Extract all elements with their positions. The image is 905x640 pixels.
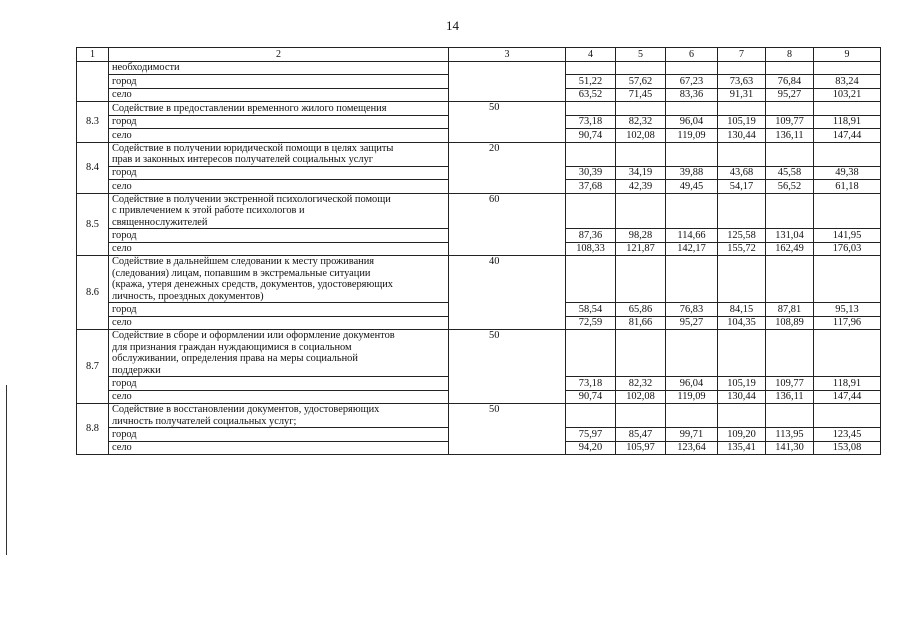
price-cell: 72,59 [566,316,616,330]
area-label: город [109,115,449,129]
service-title-line: прав и законных интересов получателей социальных услуг [112,154,374,165]
service-title-line: поддержки [112,364,161,376]
price-cell: 57,62 [616,75,666,89]
section-title-row [77,142,881,166]
norm-value: 50 [449,404,566,455]
price-cell: 95,27 [766,88,814,102]
service-title: необходимости [109,61,449,75]
price-cell: 147,44 [814,129,881,143]
area-label: село [109,390,449,404]
empty-cell [616,193,666,229]
column-header: 7 [718,48,766,62]
empty-cell [718,330,766,377]
item-number [77,61,109,102]
price-cell: 71,45 [616,88,666,102]
empty-cell [718,256,766,303]
empty-cell [616,61,666,75]
section-title-row [77,193,881,229]
service-title [109,256,449,303]
price-cell: 67,23 [666,75,718,89]
price-cell: 87,36 [566,229,616,243]
price-cell: 162,49 [766,242,814,256]
tariff-table [76,47,881,455]
empty-cell [718,404,766,428]
price-cell: 82,32 [616,377,666,391]
price-cell: 82,32 [616,115,666,129]
price-cell: 102,08 [616,129,666,143]
price-cell: 96,04 [666,115,718,129]
empty-cell [616,256,666,303]
header-row [77,48,881,62]
service-title-line: обслуживании, определения права на меры социальной [112,353,358,364]
service-title-line: личность получателей социальных услуг; [112,415,297,427]
price-cell: 76,84 [766,75,814,89]
empty-cell [566,256,616,303]
price-cell: 141,95 [814,229,881,243]
price-cell: 125,58 [718,229,766,243]
empty-cell [814,142,881,166]
area-label: город [109,303,449,317]
price-cell: 85,47 [616,428,666,442]
service-title-line: Содействие в получении юридической помощи в целях защиты [112,142,394,154]
empty-cell [666,102,718,116]
area-label: село [109,180,449,194]
norm-value: 20 [449,142,566,193]
empty-cell [814,193,881,229]
empty-cell [814,256,881,303]
price-cell: 153,08 [814,441,881,455]
column-header: 1 [77,48,109,62]
empty-cell [814,102,881,116]
service-title [109,404,449,428]
service-title [109,193,449,229]
empty-cell [766,142,814,166]
column-header: 9 [814,48,881,62]
price-cell: 81,66 [616,316,666,330]
price-cell: 130,44 [718,129,766,143]
service-title-line: священнослужителей [112,216,208,228]
empty-cell [566,193,616,229]
empty-cell [616,102,666,116]
price-cell: 105,97 [616,441,666,455]
service-title-line: Содействие в дальнейшем следовании к месту проживания [112,256,375,267]
empty-cell [718,102,766,116]
empty-cell [566,102,616,116]
price-cell: 54,17 [718,180,766,194]
norm-value: 40 [449,256,566,330]
price-cell: 42,39 [616,180,666,194]
service-title-line: Содействие в сборе и оформлении или оформление документов [112,330,395,341]
price-cell: 108,89 [766,316,814,330]
section-title-row [77,256,881,303]
price-cell: 49,38 [814,166,881,180]
area-label: село [109,441,449,455]
price-cell: 76,83 [666,303,718,317]
price-cell: 114,66 [666,229,718,243]
service-title-line: личность, проездных документов) [112,290,264,302]
empty-cell [666,330,718,377]
price-cell: 141,30 [766,441,814,455]
price-cell: 109,77 [766,377,814,391]
empty-cell [766,404,814,428]
page-number: 14 [446,18,459,33]
price-cell: 147,44 [814,390,881,404]
price-cell: 83,36 [666,88,718,102]
norm-value [449,61,566,102]
item-number: 8.7 [77,330,109,404]
empty-cell [766,330,814,377]
price-cell: 108,33 [566,242,616,256]
price-cell: 136,11 [766,129,814,143]
empty-cell [666,142,718,166]
empty-cell [814,61,881,75]
empty-cell [566,404,616,428]
empty-cell [616,330,666,377]
empty-cell [616,404,666,428]
area-label: город [109,166,449,180]
price-cell: 96,04 [666,377,718,391]
price-cell: 104,35 [718,316,766,330]
price-cell: 94,20 [566,441,616,455]
price-cell: 75,97 [566,428,616,442]
price-cell: 45,58 [766,166,814,180]
price-cell: 63,52 [566,88,616,102]
item-number: 8.8 [77,404,109,455]
price-cell: 119,09 [666,129,718,143]
section-title-row [77,102,881,116]
area-label: село [109,88,449,102]
price-cell: 58,54 [566,303,616,317]
empty-cell [566,330,616,377]
price-cell: 65,86 [616,303,666,317]
empty-cell [666,61,718,75]
price-cell: 99,71 [666,428,718,442]
margin-line [6,385,7,555]
price-cell: 130,44 [718,390,766,404]
service-title-line: (следования) лицам, попавшим в экстремальные ситуации [112,267,371,279]
price-cell: 109,20 [718,428,766,442]
price-cell: 109,77 [766,115,814,129]
empty-cell [666,404,718,428]
empty-cell [766,193,814,229]
column-header: 3 [449,48,566,62]
price-cell: 118,91 [814,377,881,391]
price-cell: 73,18 [566,377,616,391]
section-title-row [77,330,881,377]
column-header: 6 [666,48,718,62]
empty-cell [718,61,766,75]
empty-cell [718,142,766,166]
empty-cell [766,102,814,116]
service-title-line: Содействие в получении экстренной психологической помощи [112,193,391,205]
price-cell: 49,45 [666,180,718,194]
price-cell: 90,74 [566,390,616,404]
price-cell: 131,04 [766,229,814,243]
item-number: 8.5 [77,193,109,256]
empty-cell [566,142,616,166]
empty-cell [766,256,814,303]
item-number: 8.4 [77,142,109,193]
column-header: 2 [109,48,449,62]
price-cell: 105,19 [718,115,766,129]
column-header: 5 [616,48,666,62]
price-cell: 142,17 [666,242,718,256]
item-number: 8.3 [77,102,109,143]
area-label: город [109,75,449,89]
price-cell: 56,52 [766,180,814,194]
area-label: село [109,129,449,143]
empty-cell [718,193,766,229]
price-cell: 113,95 [766,428,814,442]
price-cell: 90,74 [566,129,616,143]
price-cell: 135,41 [718,441,766,455]
price-cell: 87,81 [766,303,814,317]
price-cell: 30,39 [566,166,616,180]
price-cell: 117,96 [814,316,881,330]
section-title-row [77,404,881,428]
price-cell: 84,15 [718,303,766,317]
price-cell: 119,09 [666,390,718,404]
service-title [109,330,449,377]
price-cell: 39,88 [666,166,718,180]
price-cell: 34,19 [616,166,666,180]
service-title-line: с привлечением к этой работе психологов и [112,205,305,216]
price-cell: 155,72 [718,242,766,256]
price-cell: 136,11 [766,390,814,404]
price-cell: 95,27 [666,316,718,330]
price-cell: 73,18 [566,115,616,129]
price-cell: 102,08 [616,390,666,404]
price-cell: 73,63 [718,75,766,89]
service-title-line: Содействие в восстановлении документов, удостоверяющих [112,404,380,415]
price-cell: 121,87 [616,242,666,256]
price-cell: 91,31 [718,88,766,102]
norm-value: 60 [449,193,566,256]
price-cell: 176,03 [814,242,881,256]
column-header: 4 [566,48,616,62]
item-number: 8.6 [77,256,109,330]
empty-cell [666,193,718,229]
area-label: село [109,316,449,330]
price-cell: 37,68 [566,180,616,194]
price-cell: 123,45 [814,428,881,442]
area-label: город [109,229,449,243]
area-label: село [109,242,449,256]
table-row [77,61,881,75]
price-cell: 105,19 [718,377,766,391]
price-cell: 61,18 [814,180,881,194]
price-cell: 103,21 [814,88,881,102]
empty-cell [566,61,616,75]
norm-value: 50 [449,102,566,143]
price-cell: 95,13 [814,303,881,317]
service-title [109,142,449,166]
price-cell: 118,91 [814,115,881,129]
price-cell: 98,28 [616,229,666,243]
empty-cell [766,61,814,75]
price-cell: 83,24 [814,75,881,89]
area-label: город [109,377,449,391]
price-cell: 51,22 [566,75,616,89]
empty-cell [616,142,666,166]
service-title-line: Содействие в предоставлении временного жилого помещения [112,102,387,114]
service-title-line: (кража, утеря денежных средств, документов, удостоверяющих [112,279,393,290]
service-title-line: для признания граждан нуждающимися в социальном [112,341,352,353]
column-header: 8 [766,48,814,62]
service-title [109,102,449,116]
empty-cell [814,330,881,377]
norm-value: 50 [449,330,566,404]
area-label: город [109,428,449,442]
price-cell: 43,68 [718,166,766,180]
empty-cell [666,256,718,303]
price-cell: 123,64 [666,441,718,455]
empty-cell [814,404,881,428]
